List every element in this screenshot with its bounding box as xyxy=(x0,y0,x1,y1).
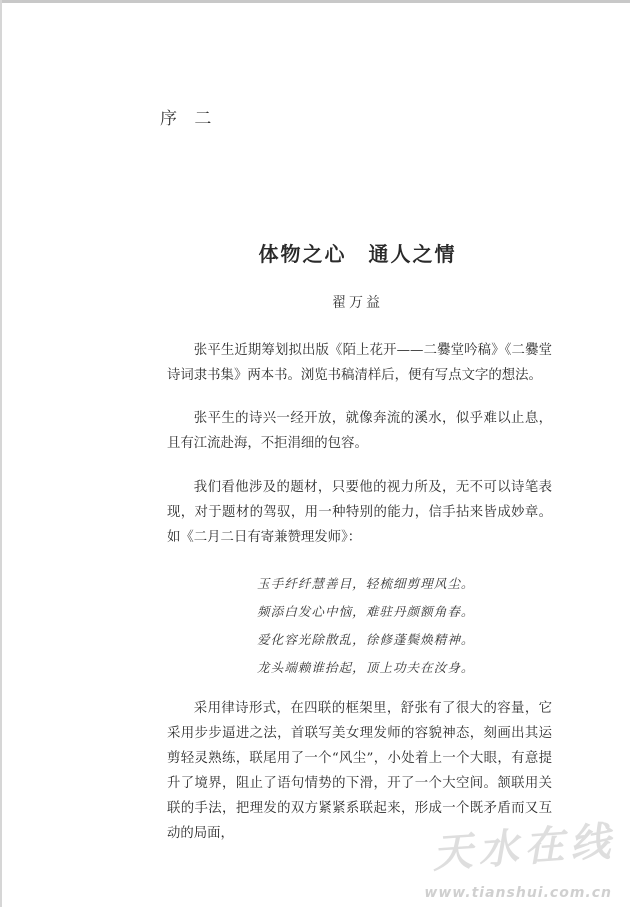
poem-line: 爱化容光除散乱，徐修蓬鬓焕精神。 xyxy=(257,632,475,647)
paragraph-3: 我们看他涉及的题材，只要他的视力所及，无不可以诗笔表现，对于题材的驾驭，用一种特别的能力，信手拈来皆成妙章。如《二月二日有寄兼赞理发师》： xyxy=(167,480,552,545)
paragraph-2: 张平生的诗兴一经开放，就像奔流的溪水，似乎难以止息，且有江流赴海，不拒涓细的包容。 xyxy=(167,411,552,451)
poem-line: 频添白发心中恼，难驻丹颜额角春。 xyxy=(257,604,475,619)
poem-line: 龙头端赖谁抬起，顶上功夫在汝身。 xyxy=(257,660,475,675)
watermark-logo: 天水在线 xyxy=(430,818,618,878)
paragraph-1: 张平生近期筹划拟出版《陌上花开——二爨堂吟稿》《二爨堂诗词隶书集》两本书。浏览书稿清样后，便有写点文字的想法。 xyxy=(167,343,552,383)
title-right: 通人之情 xyxy=(368,242,457,266)
article-title xyxy=(0,238,630,267)
poem-line: 玉手纤纤慧善目，轻梳细剪理风尘。 xyxy=(257,576,475,591)
watermark-url: www.tianshui.com.cn xyxy=(424,885,612,901)
top-border xyxy=(0,0,630,3)
left-border xyxy=(0,0,2,907)
poem-block xyxy=(257,570,475,682)
author-name: 翟万益 xyxy=(332,295,383,311)
section-label: 序 二 xyxy=(160,109,218,129)
title-left: 体物之心 xyxy=(258,242,347,266)
paragraph-4: 采用律诗形式，在四联的框架里，舒张有了很大的容量，它采用步步逼进之法，首联写美女理发师的容貌神态，刻画出其运剪轻灵熟练，联尾用了一个“风尘”，小处着上一个大眼，有意提升了境界，阻止了语句情势的下滑，开了一个大空间。颔联用关联的手法，把理发的双方紧紧系联起来，形成一个既矛盾而又互动的局面， xyxy=(167,701,552,841)
